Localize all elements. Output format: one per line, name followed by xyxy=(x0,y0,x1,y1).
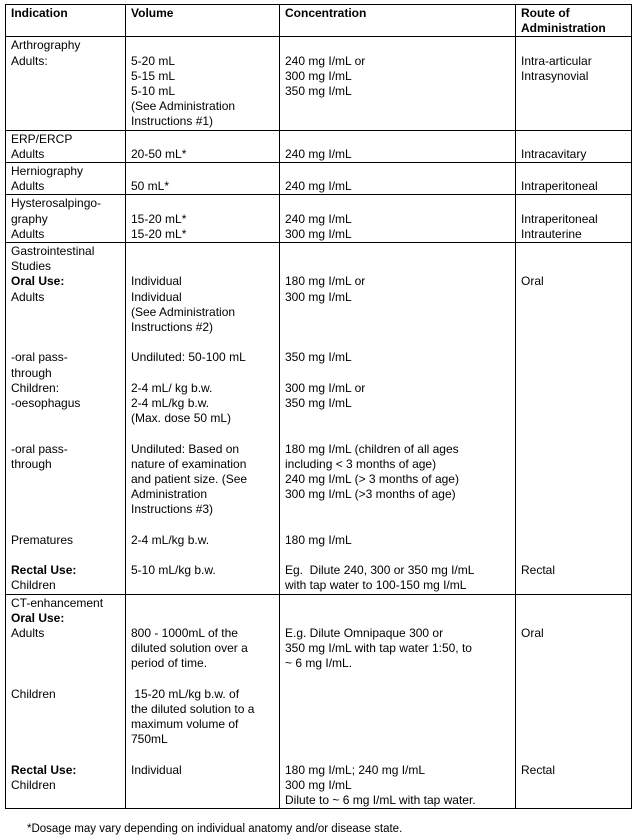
cell-line xyxy=(521,596,626,611)
dosage-table xyxy=(5,4,632,809)
cell-line: Children: xyxy=(11,380,60,395)
route-cell xyxy=(516,594,632,809)
table-row xyxy=(6,195,632,243)
cell-line xyxy=(285,38,510,53)
cell-line: graphy xyxy=(11,211,48,226)
cell-line: 750mL xyxy=(131,732,168,747)
concentration-cell xyxy=(280,594,516,809)
indication-cell xyxy=(6,594,126,809)
cell-line xyxy=(285,259,510,274)
document xyxy=(5,4,631,809)
cell-line: 350 mg I/mL xyxy=(285,395,352,410)
cell-line: 800 - 1000mL of the xyxy=(131,625,238,640)
cell-line: Eg. Dilute 240, 300 or 350 mg I/mL xyxy=(285,563,475,578)
cell-line: -oral pass- xyxy=(11,441,68,456)
cell-line: Adults xyxy=(11,226,45,241)
cell-line xyxy=(285,244,510,259)
cell-line: Undiluted: 50-100 mL xyxy=(131,350,246,365)
cell-line xyxy=(11,732,120,747)
cell-line: Instructions #1) xyxy=(131,114,214,129)
header-volume: Volume xyxy=(126,5,280,37)
cell-line: Administration xyxy=(131,487,208,502)
cell-line xyxy=(131,548,274,563)
cell-line: Studies xyxy=(11,259,52,274)
cell-line: 5-15 mL xyxy=(131,68,176,83)
cell-line xyxy=(131,596,274,611)
cell-line xyxy=(131,426,274,441)
cell-line: period of time. xyxy=(131,656,208,671)
header-route: Route of Administration xyxy=(516,5,632,37)
cell-line: 50 mL* xyxy=(131,179,170,194)
cell-line: nature of examination xyxy=(131,456,247,471)
volume-cell xyxy=(126,195,280,243)
cell-line xyxy=(285,502,510,517)
volume-cell xyxy=(126,130,280,162)
cell-line xyxy=(521,533,626,548)
cell-line xyxy=(285,732,510,747)
cell-line: Children xyxy=(11,777,56,792)
cell-line: and patient size. (See xyxy=(131,472,248,486)
cell-line: 180 mg I/mL or xyxy=(285,274,366,289)
cell-line: diluted solution over a xyxy=(131,641,248,656)
cell-line xyxy=(285,717,510,732)
cell-line: (See Administration xyxy=(131,304,236,319)
table-row xyxy=(6,163,632,195)
cell-line xyxy=(521,426,626,441)
header-indication: Indication xyxy=(6,5,126,37)
table-row xyxy=(6,130,632,162)
cell-line: 350 mg I/mL xyxy=(285,350,352,365)
cell-line: -oral pass- xyxy=(11,350,68,365)
cell-line: through xyxy=(11,456,52,471)
cell-line xyxy=(131,196,274,211)
cell-line: with tap water to 100-150 mg I/mL xyxy=(285,578,467,593)
cell-line xyxy=(131,366,274,381)
cell-line xyxy=(285,164,510,179)
cell-line xyxy=(11,305,120,320)
cell-line: 240 mg I/mL xyxy=(285,179,352,194)
cell-line: Adults xyxy=(11,146,45,161)
cell-line xyxy=(521,320,626,335)
cell-line: Children xyxy=(11,686,56,701)
cell-line xyxy=(285,305,510,320)
cell-line xyxy=(11,518,120,533)
cell-line: maximum volume of xyxy=(131,717,239,732)
cell-line xyxy=(521,259,626,274)
table-header-row xyxy=(6,5,632,37)
cell-line: Oral Use: xyxy=(11,274,65,289)
cell-line: Oral Use: xyxy=(11,610,65,625)
cell-line xyxy=(285,366,510,381)
cell-line: 350 mg I/mL xyxy=(285,84,352,98)
cell-line: ~ 6 mg I/mL. xyxy=(285,656,353,671)
cell-line xyxy=(521,747,626,762)
cell-line: 15-20 mL/kg b.w. of xyxy=(131,686,240,701)
cell-line xyxy=(131,335,274,350)
cell-line xyxy=(521,164,626,179)
cell-line: Dilute to ~ 6 mg I/mL with tap water. xyxy=(285,793,476,808)
cell-line: Intraperitoneal xyxy=(521,179,598,194)
cell-line xyxy=(521,641,626,656)
cell-line xyxy=(131,164,274,179)
cell-line xyxy=(521,196,626,211)
route-cell xyxy=(516,130,632,162)
concentration-cell xyxy=(280,130,516,162)
cell-line xyxy=(131,611,274,626)
cell-line xyxy=(11,672,120,687)
cell-line: Intra-articular xyxy=(521,53,592,68)
cell-line xyxy=(521,38,626,53)
cell-line: 15-20 mL* xyxy=(131,211,187,226)
cell-line: 300 mg I/mL xyxy=(285,68,352,83)
cell-line xyxy=(11,656,120,671)
cell-line: the diluted solution to a xyxy=(131,701,255,716)
cell-line xyxy=(11,320,120,335)
cell-line xyxy=(521,472,626,487)
cell-line: CT-enhancement xyxy=(11,595,104,610)
cell-line: Adults xyxy=(11,625,45,640)
cell-line: 5-10 mL xyxy=(131,84,176,98)
cell-line: including < 3 months of age) xyxy=(285,456,437,471)
cell-line: Intraperitoneal xyxy=(521,211,598,226)
cell-line xyxy=(285,132,510,147)
cell-line: Rectal xyxy=(521,762,556,777)
cell-line xyxy=(285,747,510,762)
concentration-cell xyxy=(280,195,516,243)
cell-line xyxy=(11,747,120,762)
cell-line: (See Administration xyxy=(131,99,236,114)
cell-line xyxy=(521,687,626,702)
cell-line xyxy=(521,457,626,472)
table-row xyxy=(6,37,632,130)
cell-line xyxy=(11,548,120,563)
cell-line: Instructions #3) xyxy=(131,502,214,517)
cell-line: 240 mg I/mL (> 3 months of age) xyxy=(285,471,459,486)
cell-line: Oral xyxy=(521,274,544,289)
cell-line xyxy=(11,335,120,350)
cell-line: ERP/ERCP xyxy=(11,131,73,146)
cell-line xyxy=(521,290,626,305)
cell-line xyxy=(11,426,120,441)
indication-cell xyxy=(6,195,126,243)
cell-line: 240 mg I/mL xyxy=(285,146,352,161)
cell-line xyxy=(285,687,510,702)
cell-line: Rectal Use: xyxy=(11,762,77,777)
cell-line xyxy=(521,702,626,717)
cell-line xyxy=(285,320,510,335)
table-row xyxy=(6,594,632,809)
cell-line: 180 mg I/mL (children of all ages xyxy=(285,441,459,456)
route-cell xyxy=(516,37,632,130)
cell-line xyxy=(285,596,510,611)
volume-cell xyxy=(126,594,280,809)
cell-line: 15-20 mL* xyxy=(131,226,187,241)
cell-line: Hysterosalpingo- xyxy=(11,196,102,211)
cell-line: Arthrography xyxy=(11,38,81,53)
cell-line: 350 mg I/mL with tap water 1:50, to xyxy=(285,641,472,656)
cell-line: 300 mg I/mL xyxy=(285,289,352,304)
cell-line xyxy=(285,548,510,563)
footnote: *Dosage may vary depending on individual anatomy and/or disease state. xyxy=(27,823,403,835)
cell-line xyxy=(285,426,510,441)
cell-line: Intracavitary xyxy=(521,146,587,161)
cell-line: Individual xyxy=(131,762,182,777)
cell-line xyxy=(131,244,274,259)
indication-cell xyxy=(6,37,126,130)
cell-line xyxy=(285,702,510,717)
volume-cell xyxy=(126,37,280,130)
cell-line xyxy=(521,381,626,396)
cell-line xyxy=(521,611,626,626)
cell-line xyxy=(11,717,120,732)
cell-line: Adults xyxy=(11,289,45,304)
cell-line: 2-4 mL/kg b.w. xyxy=(131,532,210,547)
cell-line: E.g. Dilute Omnipaque 300 or xyxy=(285,625,444,640)
header-concentration: Concentration xyxy=(280,5,516,37)
cell-line: 20-50 mL* xyxy=(131,146,187,161)
cell-line xyxy=(11,502,120,517)
cell-line: Individual xyxy=(131,289,182,304)
cell-line: Individual xyxy=(131,274,182,289)
cell-line xyxy=(131,672,274,687)
cell-line: 180 mg I/mL xyxy=(285,532,352,547)
cell-line xyxy=(11,487,120,502)
cell-line xyxy=(521,305,626,320)
cell-line: Adults xyxy=(11,179,45,194)
cell-line: Intrauterine xyxy=(521,226,582,241)
cell-line: 300 mg I/mL xyxy=(285,777,352,792)
route-cell xyxy=(516,195,632,243)
cell-line: 240 mg I/mL xyxy=(285,211,352,226)
route-cell xyxy=(516,163,632,195)
concentration-cell xyxy=(280,163,516,195)
cell-line: 300 mg I/mL or xyxy=(285,380,366,395)
cell-line: Prematures xyxy=(11,532,74,547)
cell-line xyxy=(521,335,626,350)
cell-line xyxy=(285,196,510,211)
cell-line xyxy=(285,611,510,626)
volume-cell xyxy=(126,163,280,195)
cell-line: 240 mg I/mL or xyxy=(285,53,366,68)
cell-line xyxy=(521,672,626,687)
cell-line: (Max. dose 50 mL) xyxy=(131,411,232,426)
cell-line xyxy=(521,350,626,365)
cell-line xyxy=(11,641,120,656)
cell-line xyxy=(131,259,274,274)
cell-line xyxy=(131,748,274,763)
table-body xyxy=(6,37,632,809)
cell-line xyxy=(521,656,626,671)
cell-line: Rectal Use: xyxy=(11,563,77,578)
cell-line xyxy=(521,487,626,502)
cell-line: Children xyxy=(11,578,56,593)
cell-line xyxy=(131,518,274,533)
cell-line xyxy=(11,411,120,426)
cell-line: Undiluted: Based on xyxy=(131,441,240,456)
cell-line xyxy=(521,441,626,456)
cell-line xyxy=(521,517,626,532)
cell-line: Herniography xyxy=(11,164,84,179)
cell-line xyxy=(521,396,626,411)
cell-line: Adults: xyxy=(11,53,48,68)
cell-line xyxy=(131,38,274,53)
cell-line: through xyxy=(11,365,52,380)
cell-line: Rectal xyxy=(521,562,556,577)
indication-cell xyxy=(6,130,126,162)
cell-line xyxy=(521,548,626,563)
cell-line: 2-4 mL/ kg b.w. xyxy=(131,380,213,395)
cell-line xyxy=(521,732,626,747)
indication-cell xyxy=(6,243,126,595)
cell-line: Gastrointestinal xyxy=(11,244,95,259)
cell-line xyxy=(521,366,626,381)
cell-line xyxy=(285,411,510,426)
indication-cell xyxy=(6,163,126,195)
cell-line: 2-4 mL/kg b.w. xyxy=(131,396,210,410)
cell-line xyxy=(11,472,120,487)
cell-line xyxy=(131,132,274,147)
cell-line xyxy=(521,132,626,147)
volume-cell xyxy=(126,243,280,595)
concentration-cell xyxy=(280,243,516,595)
cell-line: Oral xyxy=(521,625,544,640)
cell-line xyxy=(521,411,626,426)
cell-line xyxy=(285,335,510,350)
cell-line: 300 mg I/mL xyxy=(285,226,352,241)
concentration-cell xyxy=(280,37,516,130)
cell-line xyxy=(285,672,510,687)
cell-line: Intrasynovial xyxy=(521,68,589,83)
cell-line xyxy=(285,518,510,533)
cell-line: -oesophagus xyxy=(11,396,81,411)
cell-line: 5-10 mL/kg b.w. xyxy=(131,563,216,578)
table-row xyxy=(6,243,632,595)
cell-line xyxy=(521,502,626,517)
cell-line xyxy=(11,702,120,717)
cell-line: 300 mg I/mL (>3 months of age) xyxy=(285,487,456,502)
cell-line: 5-20 mL xyxy=(131,53,176,68)
cell-line: Instructions #2) xyxy=(131,320,214,335)
cell-line xyxy=(521,244,626,259)
cell-line xyxy=(521,717,626,732)
cell-line: 180 mg I/mL; 240 mg I/mL xyxy=(285,762,426,777)
route-cell xyxy=(516,243,632,595)
